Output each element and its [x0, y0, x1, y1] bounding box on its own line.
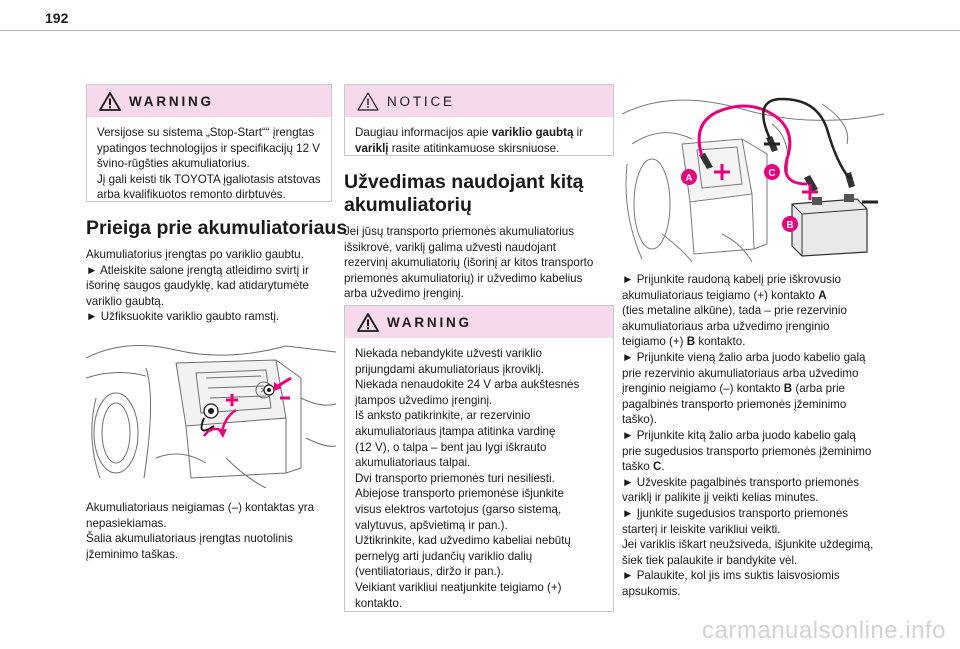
text-line: Abiejose transporto priemonėse išjunkite — [355, 487, 564, 501]
text-line: variklio gaubtą. — [86, 294, 164, 308]
warning-text — [345, 338, 613, 617]
text-line: akumuliatoriaus įtampa atitinka vardinę — [355, 424, 556, 438]
text-run: įrenginio neigiamo (–) kontakto — [622, 382, 784, 396]
text-line: valytuvus, apšvietimą ir pan.). — [355, 518, 508, 532]
jump-start-text — [344, 224, 614, 302]
heading-line: akumuliatorių — [344, 194, 472, 216]
warning-header — [87, 85, 331, 117]
text-line: Akumuliatorius įrengtas po variklio gaubtu. — [86, 248, 304, 261]
warning-title: WARNING — [387, 314, 472, 330]
text-line — [355, 141, 603, 157]
text-line: pernelyg arti judančių variklio dalių — [355, 549, 533, 563]
text-line: akumuliatoriaus talpai. — [355, 456, 471, 470]
heading-line: Užvedimas naudojant kitą — [344, 171, 584, 193]
text-line: ► Užveskite pagalbinės transporto priemonės — [622, 475, 860, 489]
battery-access-caption — [86, 500, 336, 562]
text-line: Iš anksto patikrinkite, ar rezervinio — [355, 409, 531, 423]
text-line: šiek tiek palaukite ir bandykite vėl. — [622, 553, 798, 567]
text-line: (12 V), o talpa – bent jau lygi iškrauto — [355, 440, 547, 454]
text-line: prijungdami akumuliatoriaus įkroviklį. — [355, 362, 544, 376]
notice-title: NOTICE — [387, 93, 455, 109]
text-line — [622, 288, 894, 304]
text-line: Dvi transporto priemonės turi nesiliesti. — [355, 471, 555, 485]
battery-location-illustration — [86, 338, 336, 488]
text-line: prie rezervinio akumuliatoriaus arba užvedimo — [622, 366, 859, 380]
text-line: ► Prijunkite vieną žalio arba juodo kabelio galą — [622, 350, 866, 364]
text-line: Jį gali keisti tik TOYOTA įgaliotasis atstovas — [97, 172, 321, 186]
text-line: arba kvalifikuotos remonto dirbtuvės. — [97, 188, 286, 202]
text-line — [622, 381, 894, 397]
text-line: įtampos užvedimo įrenginį. — [355, 393, 493, 407]
text-line: arba užvedimo įrenginį. — [344, 287, 464, 301]
text-run-bold: B — [686, 335, 696, 349]
battery-access-text — [86, 247, 336, 325]
page-number: 192 — [45, 10, 69, 26]
text-line: visus elektros vartotojus (garso sistemą, — [355, 502, 562, 516]
text-line: rezervinį akumuliatorių (išorinį ar kitos transporto — [344, 256, 594, 270]
notice-text — [345, 117, 613, 162]
label-c: C — [768, 168, 776, 179]
text-line: pagalbinės transporto priemonės įžeminimo — [622, 397, 847, 411]
text-line: Šalia akumuliatoriaus įrengtas nuotolinis — [86, 532, 293, 546]
text-run: . — [661, 460, 665, 474]
text-line: priemonės akumuliatorių) ir užvedimo kabelius — [344, 271, 583, 285]
label-a: A — [685, 173, 693, 184]
text-run-bold: B — [783, 382, 793, 396]
text-line: akumuliatoriaus arba užvedimo įrenginio — [622, 319, 830, 333]
text-line: prie sugedusios transporto priemonės įžeminimo — [622, 444, 872, 458]
warning-box-jump-start — [344, 305, 614, 612]
text-line: švino-rūgšties akumuliatorius. — [97, 157, 250, 171]
text-run: rasite atitinkamuose skirsniuose. — [388, 141, 560, 155]
warning-triangle-icon — [99, 92, 121, 111]
text-line: ► Atleiskite salone įrengtą atleidimo svirtį ir — [86, 263, 309, 277]
text-line: Versijose su sistema „Stop-Start““ įrengtas — [97, 126, 315, 139]
text-line: ► Prijunkite kitą žalio arba juodo kabelio galą — [622, 428, 856, 442]
text-line: taško). — [622, 413, 657, 427]
text-run: ir — [573, 126, 584, 139]
text-line: ► Palaukite, kol jis ims suktis laisvosiomis — [622, 569, 840, 583]
text-line: (ventiliatoriaus, diržo ir pan.). — [355, 565, 504, 579]
text-line: Akumuliatoriaus neigiamas (–) kontaktas yra — [86, 501, 315, 514]
warning-triangle-icon — [357, 313, 379, 332]
text-run: (arba prie — [792, 382, 845, 396]
text-line: nepasiekiamas. — [86, 516, 167, 530]
jump-start-illustration — [622, 84, 884, 264]
text-line: Užtikrinkite, kad užvedimo kabeliai nebūtų — [355, 534, 571, 548]
text-line: Niekada nebandykite užvesti variklio — [355, 347, 542, 360]
text-run: Daugiau informacijos apie — [355, 126, 492, 139]
text-line: Jei variklis iškart neužsiveda, išjunkite uždegimą, — [622, 538, 874, 552]
warning-text — [87, 117, 331, 209]
text-run: taško — [622, 460, 653, 474]
text-line: ypatingos technologijos ir specifikacijų 12 V — [97, 141, 320, 155]
text-line — [355, 125, 603, 141]
top-divider — [0, 30, 960, 31]
warning-box-stop-start — [86, 84, 332, 202]
text-run-bold: variklio gaubtą — [491, 126, 574, 139]
text-run: teigiamo (+) — [622, 335, 687, 349]
text-line — [622, 459, 894, 475]
text-line: įžeminimo taškas. — [86, 547, 179, 561]
text-line: starterį ir leiskite varikliui veikti. — [622, 522, 781, 536]
text-line: Veikiant varikliui neatjunkite teigiamo (+) — [355, 580, 562, 594]
watermark: carmanualsonline.info — [702, 617, 946, 644]
text-line: išsikrovė, variklį galima užvesti naudojant — [344, 240, 556, 254]
notice-box — [344, 84, 614, 156]
section-heading-jump-start — [344, 171, 583, 217]
text-line: kontakto. — [355, 596, 403, 610]
label-b: B — [786, 220, 794, 231]
text-run-bold: C — [652, 460, 662, 474]
text-line: ► Įjunkite sugedusios transporto priemonės — [622, 506, 849, 520]
text-run: kontakto. — [695, 335, 746, 349]
text-run-bold: A — [818, 288, 827, 302]
text-run-bold: variklį — [355, 141, 389, 155]
text-line: Niekada nenaudokite 24 V arba aukštesnės — [355, 378, 580, 392]
text-line: (ties metaline alkūne), tada – prie rezervinio — [622, 304, 847, 318]
text-line — [622, 334, 894, 350]
section-heading-battery-access: Prieiga prie akumuliatoriaus — [86, 217, 348, 239]
text-line: apsukomis. — [622, 584, 681, 598]
warning-header — [345, 306, 613, 338]
warning-title: WARNING — [129, 93, 214, 109]
text-line: Jei jūsų transporto priemonės akumuliatorius — [344, 225, 575, 238]
text-line: ► Užfiksuokite variklio gaubto ramstį. — [86, 310, 280, 324]
text-line: ► Prijunkite raudoną kabelį prie iškrovusio — [622, 273, 841, 286]
text-line: variklį ir palikite jį veikti kelias minutes. — [622, 491, 819, 505]
notice-header — [345, 85, 613, 117]
notice-triangle-icon — [357, 92, 379, 111]
text-run: akumuliatoriaus teigiamo (+) kontakto — [622, 288, 819, 302]
text-line: išorinę saugos gaudyklę, kad atidarytumėte — [86, 279, 309, 293]
jump-start-steps — [622, 272, 894, 599]
